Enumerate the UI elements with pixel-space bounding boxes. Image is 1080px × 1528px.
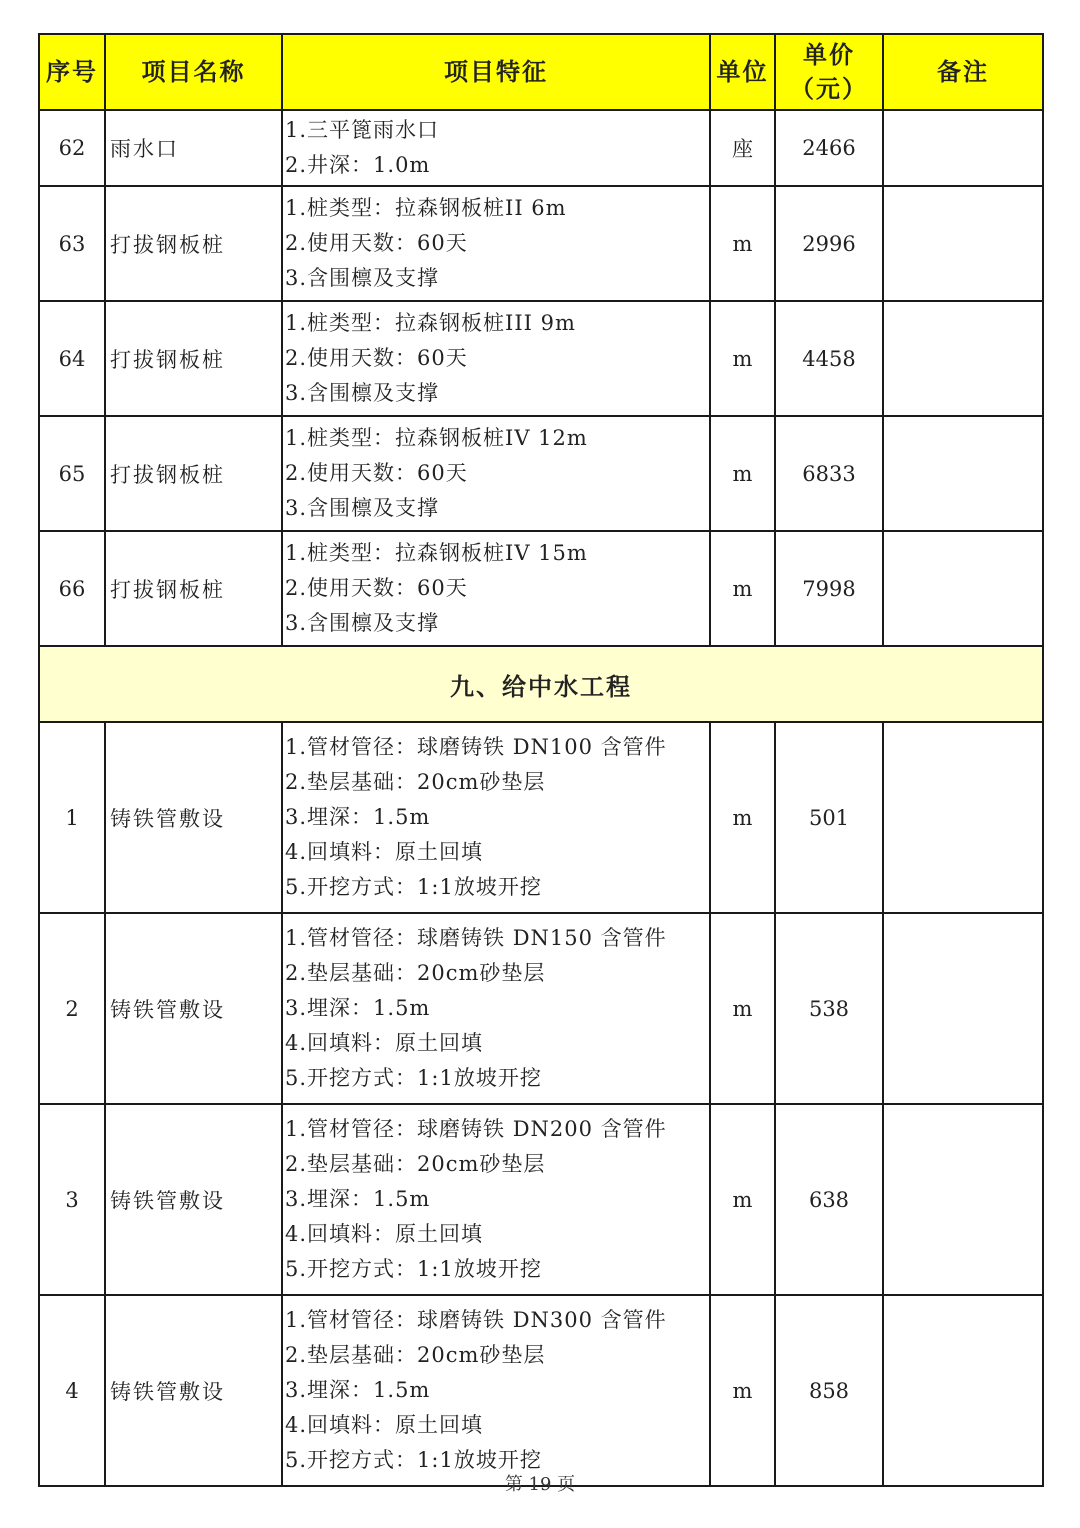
feature-line: 3.埋深：1.5m	[285, 805, 431, 829]
row-price: 538	[775, 913, 883, 1104]
row-name: 打拔钢板桩	[105, 186, 282, 301]
row-no: 66	[39, 531, 105, 646]
feature-line: 2.使用天数：60天	[285, 461, 468, 485]
row-price: 2466	[775, 110, 883, 186]
feature-line: 2.使用天数：60天	[285, 231, 468, 255]
price-table	[38, 33, 1044, 1487]
feature-line: 3.埋深：1.5m	[285, 996, 431, 1020]
header-features: 项目特征	[282, 34, 710, 110]
row-no: 62	[39, 110, 105, 186]
header-unit: 单位	[710, 34, 775, 110]
feature-line: 4.回填料：原土回填	[285, 1222, 484, 1246]
row-remark	[883, 301, 1043, 416]
row-remark	[883, 110, 1043, 186]
row-unit: m	[710, 416, 775, 531]
feature-line: 4.回填料：原土回填	[285, 1031, 484, 1055]
feature-line: 1.管材管径：球磨铸铁 DN200 含管件	[285, 1117, 667, 1141]
row-price: 7998	[775, 531, 883, 646]
feature-line: 2.垫层基础：20cm砂垫层	[285, 1343, 546, 1367]
row-unit: m	[710, 913, 775, 1104]
row-remark	[883, 186, 1043, 301]
feature-line: 1.管材管径：球磨铸铁 DN100 含管件	[285, 735, 667, 759]
feature-line: 1.三平篦雨水口	[285, 118, 440, 142]
table-row	[39, 1104, 1043, 1295]
row-name: 雨水口	[105, 110, 282, 186]
table-row	[39, 722, 1043, 913]
feature-line: 3.含围檩及支撑	[285, 266, 440, 290]
feature-line: 5.开挖方式：1:1放坡开挖	[285, 875, 542, 899]
feature-line: 1.桩类型：拉森钢板桩II 6m	[285, 196, 567, 220]
row-unit: m	[710, 531, 775, 646]
row-features	[282, 531, 710, 646]
header-price-line1: 单价	[803, 40, 855, 69]
rows-after	[39, 722, 1043, 1486]
header-row	[39, 34, 1043, 110]
row-price: 2996	[775, 186, 883, 301]
feature-line: 2.使用天数：60天	[285, 346, 468, 370]
feature-line: 3.埋深：1.5m	[285, 1378, 431, 1402]
row-no: 3	[39, 1104, 105, 1295]
table-row	[39, 531, 1043, 646]
feature-line: 1.桩类型：拉森钢板桩III 9m	[285, 311, 576, 335]
row-features	[282, 913, 710, 1104]
feature-line: 2.垫层基础：20cm砂垫层	[285, 1152, 546, 1176]
row-no: 63	[39, 186, 105, 301]
feature-line: 1.桩类型：拉森钢板桩IV 12m	[285, 426, 588, 450]
table-row	[39, 913, 1043, 1104]
section-row	[39, 646, 1043, 722]
header-price-line2: （元）	[790, 74, 868, 103]
row-price: 4458	[775, 301, 883, 416]
section-title: 九、给中水工程	[39, 646, 1043, 722]
feature-line: 1.桩类型：拉森钢板桩IV 15m	[285, 541, 588, 565]
row-name: 打拔钢板桩	[105, 301, 282, 416]
row-name: 打拔钢板桩	[105, 416, 282, 531]
feature-line: 3.含围檩及支撑	[285, 496, 440, 520]
row-unit: m	[710, 1295, 775, 1486]
feature-line: 2.井深：1.0m	[285, 153, 431, 177]
row-name: 铸铁管敷设	[105, 913, 282, 1104]
row-price: 6833	[775, 416, 883, 531]
feature-line: 2.使用天数：60天	[285, 576, 468, 600]
feature-line: 1.管材管径：球磨铸铁 DN150 含管件	[285, 926, 667, 950]
rows-before	[39, 110, 1043, 646]
row-features	[282, 722, 710, 913]
feature-line: 5.开挖方式：1:1放坡开挖	[285, 1257, 542, 1281]
table-row	[39, 301, 1043, 416]
row-no: 1	[39, 722, 105, 913]
row-remark	[883, 722, 1043, 913]
feature-line: 3.埋深：1.5m	[285, 1187, 431, 1211]
row-name: 打拔钢板桩	[105, 531, 282, 646]
row-unit: m	[710, 1104, 775, 1295]
row-unit: m	[710, 186, 775, 301]
row-remark	[883, 416, 1043, 531]
table-row	[39, 186, 1043, 301]
row-features	[282, 1104, 710, 1295]
row-price: 638	[775, 1104, 883, 1295]
row-no: 2	[39, 913, 105, 1104]
row-remark	[883, 913, 1043, 1104]
header-remark: 备注	[883, 34, 1043, 110]
feature-line: 4.回填料：原土回填	[285, 1413, 484, 1437]
row-remark	[883, 1104, 1043, 1295]
row-no: 65	[39, 416, 105, 531]
row-price: 858	[775, 1295, 883, 1486]
row-features	[282, 301, 710, 416]
row-name: 铸铁管敷设	[105, 722, 282, 913]
feature-line: 1.管材管径：球磨铸铁 DN300 含管件	[285, 1308, 667, 1332]
row-features	[282, 416, 710, 531]
header-price	[775, 34, 883, 110]
feature-line: 2.垫层基础：20cm砂垫层	[285, 961, 546, 985]
row-no: 4	[39, 1295, 105, 1486]
feature-line: 4.回填料：原土回填	[285, 840, 484, 864]
row-no: 64	[39, 301, 105, 416]
header-no: 序号	[39, 34, 105, 110]
row-features	[282, 186, 710, 301]
header-name: 项目名称	[105, 34, 282, 110]
row-features	[282, 110, 710, 186]
row-remark	[883, 531, 1043, 646]
row-unit: m	[710, 301, 775, 416]
feature-line: 3.含围檩及支撑	[285, 381, 440, 405]
feature-line: 3.含围檩及支撑	[285, 611, 440, 635]
row-remark	[883, 1295, 1043, 1486]
page-number: 第 19 页	[504, 1474, 576, 1495]
feature-line: 5.开挖方式：1:1放坡开挖	[285, 1448, 542, 1472]
table-row	[39, 1295, 1043, 1486]
row-name: 铸铁管敷设	[105, 1295, 282, 1486]
section-block	[39, 646, 1043, 722]
row-price: 501	[775, 722, 883, 913]
row-unit: m	[710, 722, 775, 913]
table-row	[39, 416, 1043, 531]
row-unit: 座	[710, 110, 775, 186]
feature-line: 2.垫层基础：20cm砂垫层	[285, 770, 546, 794]
row-features	[282, 1295, 710, 1486]
row-name: 铸铁管敷设	[105, 1104, 282, 1295]
table-row	[39, 110, 1043, 186]
feature-line: 5.开挖方式：1:1放坡开挖	[285, 1066, 542, 1090]
